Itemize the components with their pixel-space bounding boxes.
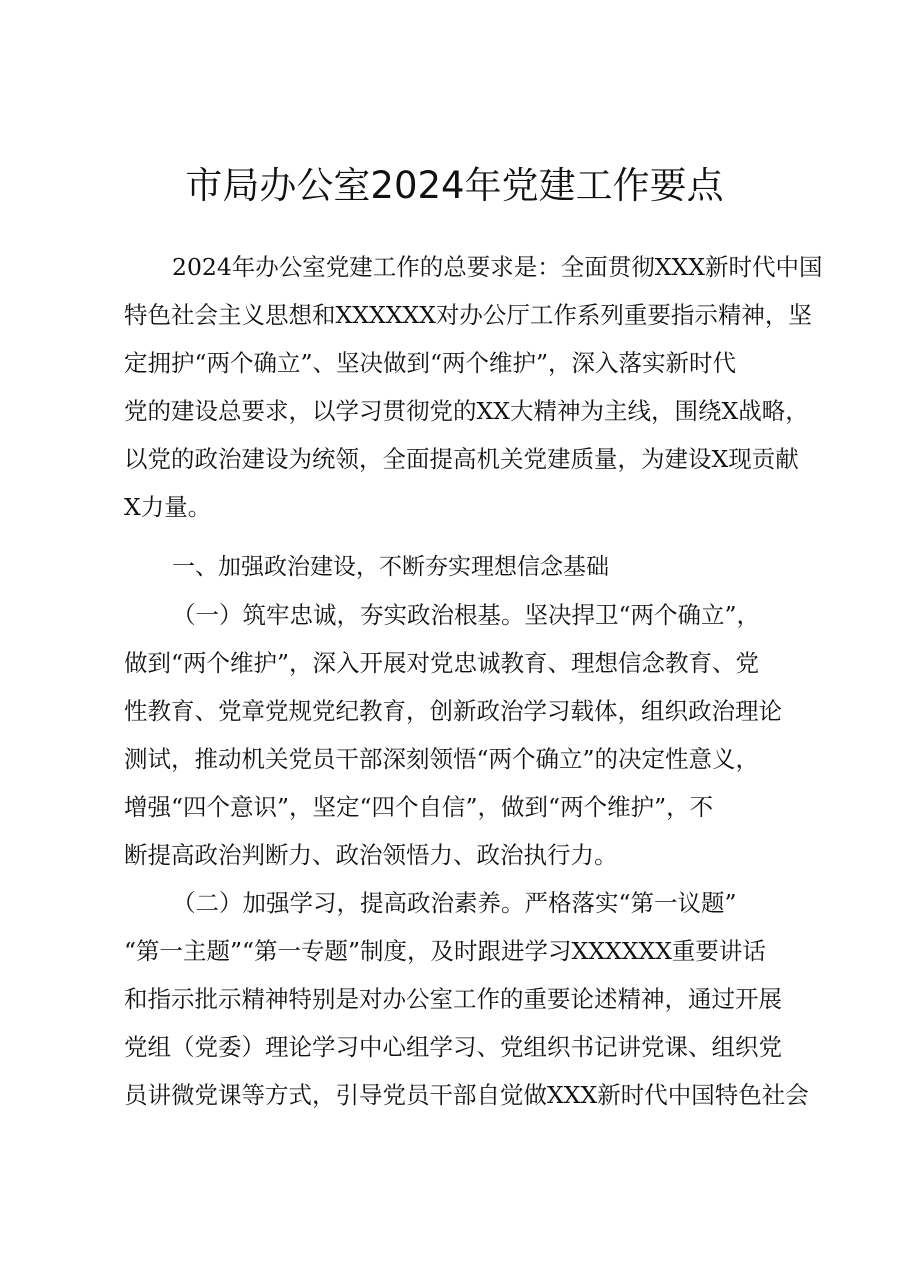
paragraph-line: 2024年办公室党建工作的总要求是：全面贯彻XXX新时代中国 [172, 253, 823, 281]
paragraph-line: 断提高政治判断力、政治领悟力、政治执行力。 [124, 841, 618, 869]
paragraph-line: 党的建设总要求，以学习贯彻党的XX大精神为主线，围绕X战略， [124, 397, 809, 425]
paragraph-line: 增强“四个意识”，坚定“四个自信”，做到“两个维护”，不 [124, 793, 714, 821]
paragraph-line: 和指示批示精神特别是对办公室工作的重要论述精神，通过开展 [124, 985, 782, 1013]
paragraph-line: X力量。 [124, 493, 212, 521]
document-body [124, 243, 824, 1119]
paragraph-line: 性教育、党章党规党纪教育，创新政治学习载体，组织政治理论 [124, 697, 782, 725]
paragraph-line: “第一主题”“第一专题”制度，及时跟进学习XXXXXX重要讲话 [124, 937, 766, 965]
paragraph-line: 员讲微党课等方式，引导党员干部自觉做XXX新时代中国特色社会 [124, 1081, 809, 1109]
paragraph-line: 做到“两个维护”，深入开展对党忠诚教育、理想信念教育、党 [124, 649, 760, 677]
paragraph-line: （二）加强学习，提高政治素养。严格落实“第一议题” [172, 889, 737, 917]
paragraph-line: （一）筑牢忠诚，夯实政治根基。坚决捍卫“两个确立”， [172, 601, 761, 629]
section-heading: 一、加强政治建设，不断夯实理想信念基础 [172, 554, 609, 580]
paragraph-line: 以党的政治建设为统领，全面提高机关党建质量，为建设X现贡献 [124, 445, 799, 473]
paragraph-line: 测试，推动机关党员干部深刻领悟“两个确立”的决定性意义， [124, 745, 760, 773]
paragraph-line: 定拥护“两个确立”、坚决做到“两个维护”，深入落实新时代 [124, 349, 737, 377]
document-title: 市局办公室2024年党建工作要点 [185, 164, 724, 207]
paragraph-line: 特色社会主义思想和XXXXXX对办公厅工作系列重要指示精神，坚 [124, 301, 812, 329]
paragraph-line: 党组（党委）理论学习中心组学习、党组织书记讲党课、组织党 [124, 1033, 782, 1061]
